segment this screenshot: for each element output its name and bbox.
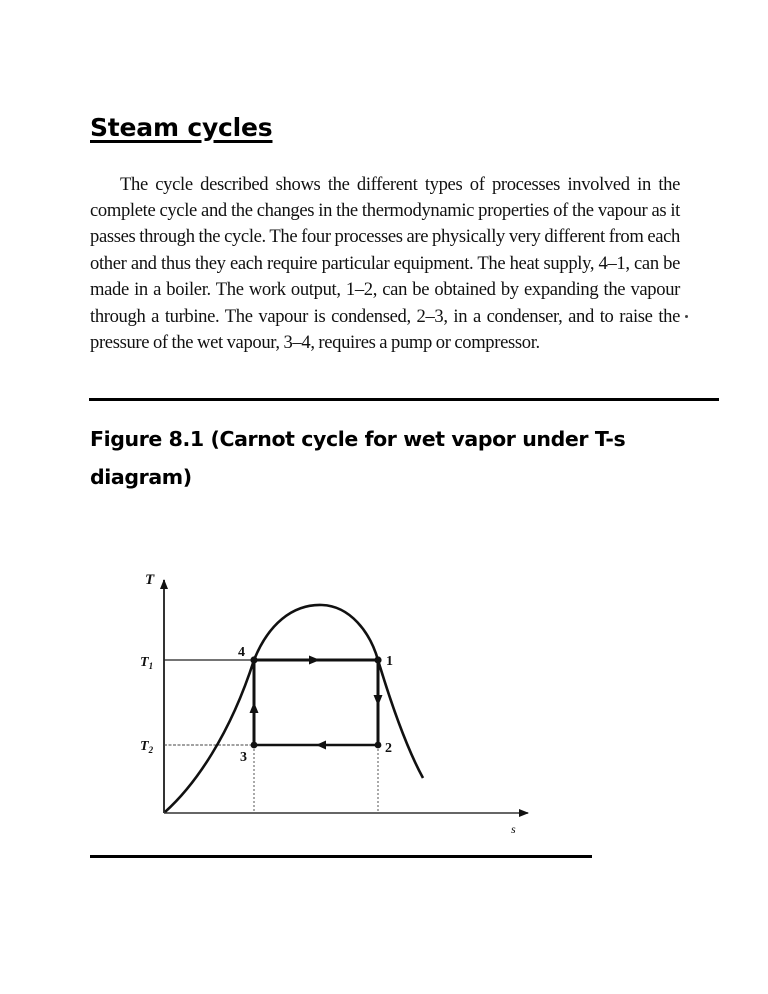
scanned-paragraph: The cycle described shows the different types of processes involved in the complete cycle and the changes in the thermodynamic properties of the vapour as it passes through the cycle. The four processes are physically very different from each other and thus they each require particular equipment. The heat supply, 4–1, can be made in a boiler. The work output, 1–2, can be obtained by expanding the vapour through a turbine. The vapour is condensed, 2–3, in a condenser, and to raise the pressure of the wet vapour, 3–4, requires a pump or compressor. <box>90 173 680 354</box>
arrow-up-icon <box>250 702 259 713</box>
point-4-label: 4 <box>238 645 245 660</box>
arrow-left-icon <box>316 741 326 750</box>
x-axis-label: s <box>511 822 516 836</box>
point-2-marker <box>375 742 382 749</box>
t2-label: $T_2$ <box>140 739 154 755</box>
saturation-dome <box>165 605 423 812</box>
point-2-label: 2 <box>385 741 392 756</box>
y-axis-label: T <box>145 572 155 588</box>
arrow-right-icon <box>309 656 320 665</box>
t1-label: $T_1$ <box>140 655 154 671</box>
point-1-label: 1 <box>386 654 393 669</box>
point-1-marker <box>374 656 381 663</box>
page-title: Steam cycles <box>90 112 273 142</box>
carnot-cycle <box>254 660 378 745</box>
point-3-label: 3 <box>240 750 247 765</box>
figure-caption: Figure 8.1 (Carnot cycle for wet vapor under T-s diagram) <box>90 427 626 489</box>
bottom-divider-rule <box>90 855 592 858</box>
arrow-down-icon <box>374 695 383 706</box>
point-3-marker <box>251 742 258 749</box>
point-4-marker <box>250 656 257 663</box>
